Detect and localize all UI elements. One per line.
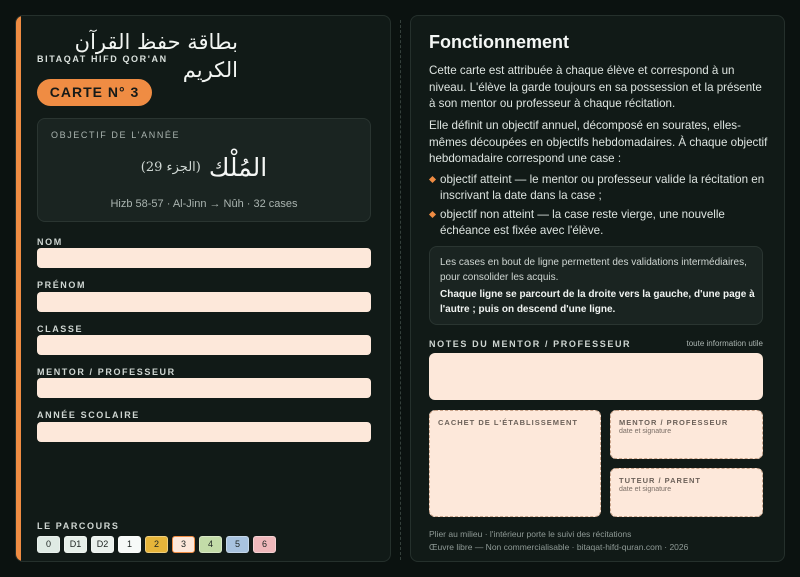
objective-box xyxy=(37,118,371,222)
sura-name: المُلْك xyxy=(208,152,268,182)
section-title: Fonctionnement xyxy=(429,32,569,52)
bullet-not-achieved xyxy=(429,207,769,239)
fold-instruction: Plier au milieu · l'intérieur porte le suivi des récitations xyxy=(429,529,632,539)
level-chip-4[interactable]: 4 xyxy=(199,536,222,553)
field-label-mentor: MENTOR / PROFESSEUR xyxy=(37,367,176,377)
stamp-label: CACHET DE L'ÉTABLISSEMENT xyxy=(438,418,578,427)
diamond-bullet-icon xyxy=(429,211,436,218)
intro-paragraph: Cette carte est attribuée à chaque élève et correspond à un niveau. L'élève la garde toujours en sa possession et la présente à son mentor ou professeur à chaque récitation. xyxy=(429,64,762,110)
mentor-signature-box[interactable] xyxy=(610,410,763,459)
fold-line xyxy=(400,20,401,560)
tutor-signature-sub: date et signature xyxy=(619,486,672,493)
note-intermediate: Les cases en bout de ligne permettent des validations intermédiaires, pour consolider les acquis. xyxy=(440,257,747,283)
classe-field[interactable] xyxy=(37,335,371,355)
mentor-notes-hint: toute information utile xyxy=(686,339,763,348)
sura-heading xyxy=(38,147,370,187)
card-number-badge: CARTE N° 3 xyxy=(37,79,152,106)
license-footer: Œuvre libre — Non commercialisable · bitaqat-hifd-quran.com · 2026 xyxy=(429,542,689,552)
mentor-notes-label: NOTES DU MENTOR / PROFESSEUR xyxy=(429,339,632,349)
level-chip-3-current[interactable]: 3 xyxy=(172,536,195,553)
mentor-signature-sub: date et signature xyxy=(619,428,672,435)
annee-scolaire-field[interactable] xyxy=(37,422,371,442)
school-stamp-box[interactable] xyxy=(429,410,601,517)
objective-label: OBJECTIF DE L'ANNÉE xyxy=(51,130,181,140)
tutor-signature-box[interactable] xyxy=(610,468,763,517)
level-chip-0[interactable]: 0 xyxy=(37,536,60,553)
arabic-title: بطاقة حفظ القرآن الكريم xyxy=(74,30,238,82)
mentor-notes-field[interactable] xyxy=(429,353,763,400)
level-chip-d1[interactable]: D1 xyxy=(64,536,87,553)
diamond-bullet-icon xyxy=(429,176,436,183)
level-chip-d2[interactable]: D2 xyxy=(91,536,114,553)
note-reading-direction: Chaque ligne se parcourt de la droite vers la gauche, d'une page à l'autre ; puis on descend d'une ligne. xyxy=(440,289,755,315)
accent-bar xyxy=(16,16,21,561)
transliteration-subtitle: BITAQAT HIFD QOR'AN xyxy=(37,54,168,64)
mentor-field[interactable] xyxy=(37,378,371,398)
prenom-field[interactable] xyxy=(37,292,371,312)
level-chip-1[interactable]: 1 xyxy=(118,536,141,553)
objective-range: Hizb 58-57 · Al-Jinn → Nûh · 32 cases xyxy=(110,198,298,210)
level-chip-2[interactable]: 2 xyxy=(145,536,168,553)
info-note-box xyxy=(429,246,763,325)
juz-number: (الجزء 29) xyxy=(140,159,201,175)
level-chip-5[interactable]: 5 xyxy=(226,536,249,553)
nom-field[interactable] xyxy=(37,248,371,268)
parcours-label: LE PARCOURS xyxy=(37,521,120,531)
objective-paragraph: Elle définit un objectif annuel, décomposé en sourates, elles-mêmes découpées en objectifs hebdomadaires. À chaque objectif hebdomadaire correspond une case : xyxy=(429,119,768,165)
level-chip-6[interactable]: 6 xyxy=(253,536,276,553)
field-label-nom: NOM xyxy=(37,237,63,247)
field-label-classe: CLASSE xyxy=(37,324,84,334)
bullet-achieved xyxy=(429,172,769,204)
tutor-signature-label: TUTEUR / PARENT xyxy=(619,476,701,485)
parcours-chips xyxy=(37,536,276,553)
mentor-signature-label: MENTOR / PROFESSEUR xyxy=(619,418,729,427)
field-label-prenom: PRÉNOM xyxy=(37,280,87,290)
field-label-annee: ANNÉE SCOLAIRE xyxy=(37,410,140,420)
bullet-achieved-text: objectif atteint — le mentor ou professeur valide la récitation en inscrivant la date dans la case ; xyxy=(440,173,765,202)
bullet-not-achieved-text: objectif non atteint — la case reste vierge, une nouvelle échéance est fixée avec l'élève. xyxy=(440,208,725,237)
